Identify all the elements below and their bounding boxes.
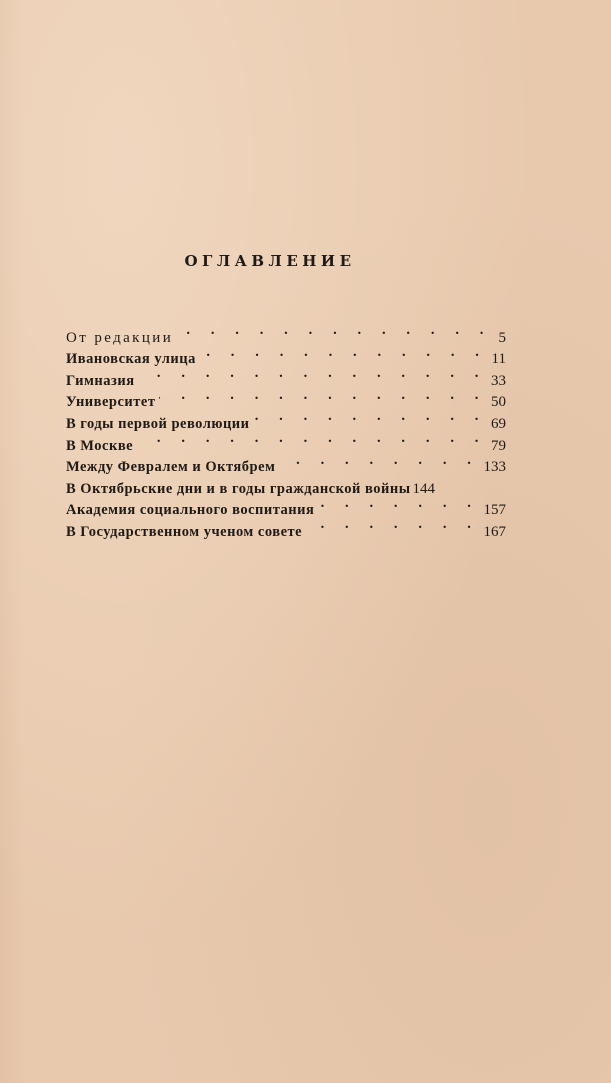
toc-entry-page: 5 — [498, 329, 506, 346]
toc-entry-page: 133 — [483, 459, 506, 476]
dot-leader — [159, 385, 487, 407]
toc-entry-page: 167 — [483, 523, 506, 540]
dot-leader — [411, 471, 413, 493]
toc-entry-page: 50 — [491, 394, 506, 411]
toc-entry-label: Академия социального воспитания — [66, 502, 315, 519]
toc-entry-page: 157 — [483, 502, 506, 519]
toc-entry-label: Ивановская улица — [66, 351, 196, 368]
dot-leader — [139, 363, 487, 385]
dot-leader — [137, 428, 487, 450]
dot-leader — [306, 514, 479, 536]
toc-entry-label: В Москве — [66, 437, 134, 454]
table-of-contents — [66, 320, 506, 540]
toc-entry-page: 144 — [412, 480, 436, 497]
toc-entry-label: Гимназия — [66, 372, 135, 389]
toc-entry-label: Университет — [66, 394, 156, 411]
toc-title: ОГЛАВЛЕНИЕ — [184, 252, 356, 270]
toc-entry-label: В годы первой революции — [66, 415, 250, 432]
toc-entry-page: 79 — [491, 437, 506, 454]
dot-leader — [318, 493, 479, 515]
toc-entry-label: В Октябрьские дни и в годы гражданской войны — [66, 480, 411, 497]
dot-leader — [177, 320, 492, 342]
dot-leader — [279, 450, 479, 472]
toc-entry-label: В Государственном ученом совете — [66, 523, 303, 540]
toc-entry-page: 33 — [491, 372, 506, 389]
toc-entry — [66, 320, 506, 346]
toc-entry-page: 69 — [491, 415, 506, 432]
toc-entry-page: 11 — [491, 351, 506, 368]
toc-entry-label: От редакции — [66, 329, 174, 346]
toc-entry-label: Между Февралем и Октябрем — [66, 459, 276, 476]
dot-leader — [200, 342, 488, 364]
dot-leader — [254, 406, 487, 428]
